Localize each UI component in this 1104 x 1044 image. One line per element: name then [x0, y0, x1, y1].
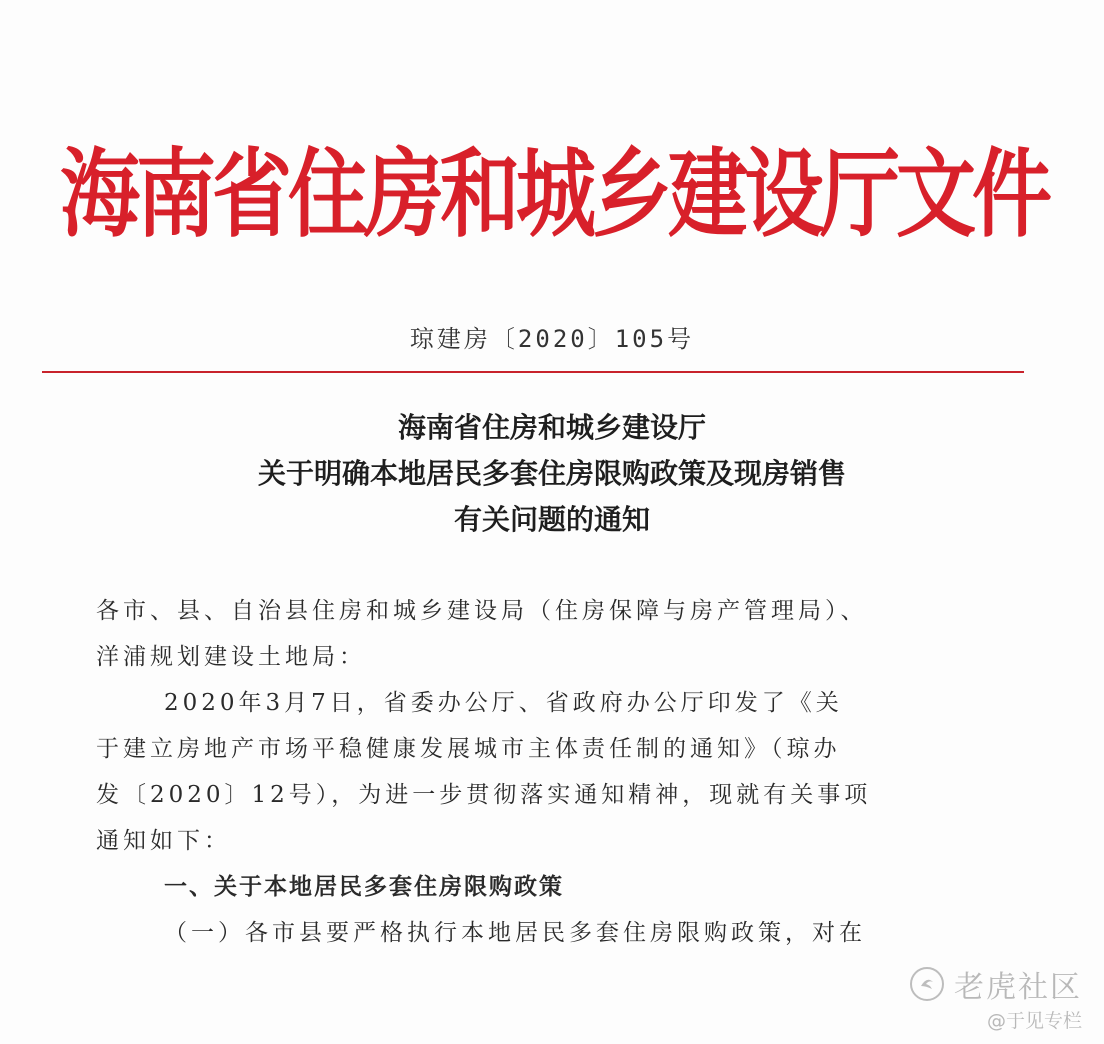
red-divider-line: [42, 371, 1024, 373]
addressee-line-2: 洋浦规划建设土地局：: [96, 644, 366, 670]
notice-title-line-3: 有关问题的通知: [453, 503, 650, 536]
notice-title-line-2: 关于明确本地居民多套住房限购政策及现房销售: [257, 457, 846, 490]
tiger-logo-glyph: [917, 974, 937, 994]
watermark-author: @于见专栏: [986, 1010, 1082, 1032]
paragraph-line-1: 2020年3月7日，省委办公厅、省政府办公厅印发了《关: [164, 690, 843, 716]
section-heading-1: 一、关于本地居民多套住房限购政策: [164, 873, 564, 900]
watermark: [910, 962, 1082, 1006]
issuer-header-title: 海南省住房和城乡建设厅文件: [60, 138, 1048, 251]
clause-line-1: （一）各市县要严格执行本地居民多套住房限购政策，对在: [164, 920, 866, 946]
document-number: 琼建房〔2020〕105号: [409, 325, 695, 353]
notice-title-line-1: 海南省住房和城乡建设厅: [397, 411, 706, 444]
notice-body: [96, 588, 1016, 956]
paragraph-line-2: 于建立房地产市场平稳健康发展城市主体责任制的通知》（琼办: [96, 736, 841, 762]
tiger-community-logo-icon: [910, 967, 944, 1001]
paragraph-line-3: 发〔2020〕12号），为进一步贯彻落实通知精神，现就有关事项: [96, 782, 872, 808]
addressee-line-1: 各市、县、自治县住房和城乡建设局（住房保障与房产管理局）、: [96, 598, 868, 624]
paragraph-line-4: 通知如下：: [96, 828, 231, 854]
notice-title: [0, 405, 1104, 543]
watermark-brand: 老虎社区: [954, 970, 1082, 1005]
